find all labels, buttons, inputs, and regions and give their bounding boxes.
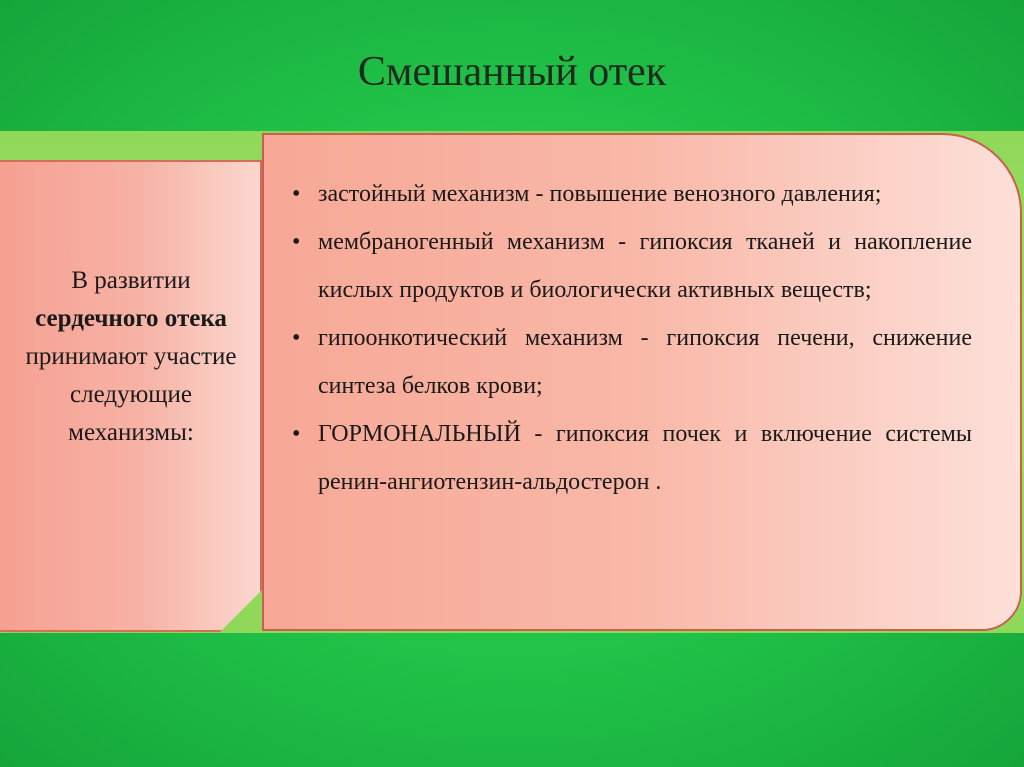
left-line-4: следующие: [70, 381, 192, 408]
list-item: [292, 170, 972, 218]
list-item: [292, 410, 972, 506]
left-line-3: принимают участие: [25, 343, 237, 370]
left-line-1: В развитии: [71, 267, 191, 294]
list-item-text: ГОРМОНАЛЬНЫЙ - гипоксия почек и включение системы ренин-ангиотензин-альдостерон .: [318, 421, 972, 495]
left-line-5: механизмы:: [68, 419, 194, 446]
bullet-icon: •: [292, 229, 301, 255]
list-item: [292, 218, 972, 314]
list-item-text: гипоонкотический механизм - гипоксия печени, снижение синтеза белков крови;: [318, 325, 972, 399]
list-item: [292, 314, 972, 410]
mechanisms-list: [292, 170, 972, 506]
list-item-text: мембраногенный механизм - гипоксия тканей и накопление кислых продуктов и биологически активных веществ;: [318, 229, 972, 303]
bullet-icon: •: [292, 421, 301, 447]
left-line-2: сердечного отека: [35, 305, 227, 332]
folded-corner: [220, 590, 262, 632]
slide-title: Смешанный отек: [357, 49, 667, 95]
left-note-text: [0, 262, 262, 452]
list-item-text: застойный механизм - повышение венозного давления;: [318, 181, 882, 207]
bullet-icon: •: [292, 325, 301, 351]
bullet-icon: •: [292, 181, 301, 207]
